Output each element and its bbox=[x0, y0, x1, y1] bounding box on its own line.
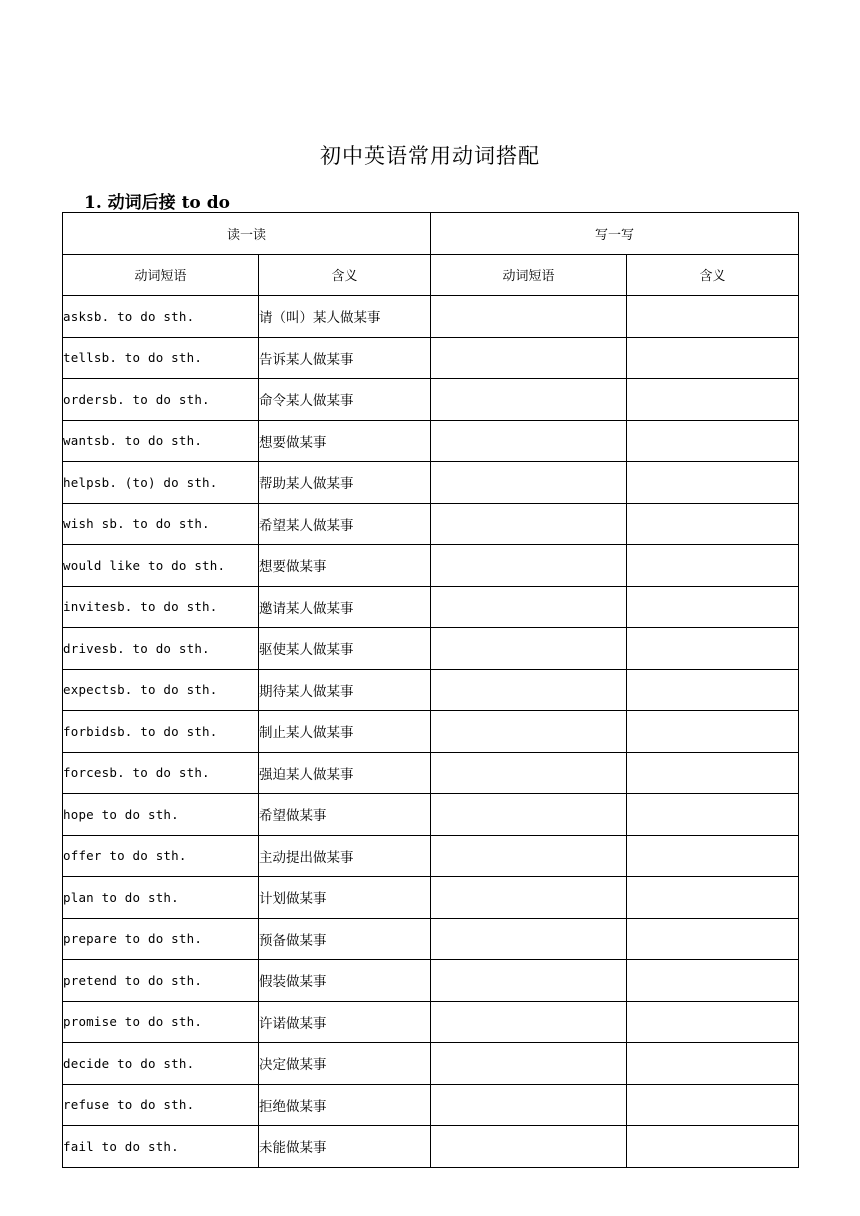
column-header-write-meaning: 含义 bbox=[627, 254, 799, 296]
table-row bbox=[63, 960, 799, 1002]
meaning-cell: 邀请某人做某事 bbox=[259, 586, 431, 628]
table-row bbox=[63, 628, 799, 670]
meaning-cell: 希望某人做某事 bbox=[259, 503, 431, 545]
table-row bbox=[63, 296, 799, 338]
write-meaning-blank-cell[interactable] bbox=[627, 752, 799, 794]
table-row bbox=[63, 1043, 799, 1085]
verb-phrase-cell: promise to do sth. bbox=[63, 1001, 259, 1043]
table-row bbox=[63, 1001, 799, 1043]
verb-phrase-cell: prepare to do sth. bbox=[63, 918, 259, 960]
table-row bbox=[63, 918, 799, 960]
verb-phrase-cell: decide to do sth. bbox=[63, 1043, 259, 1085]
table-row bbox=[63, 835, 799, 877]
verb-phrase-cell: pretend to do sth. bbox=[63, 960, 259, 1002]
meaning-cell: 制止某人做某事 bbox=[259, 711, 431, 753]
write-meaning-blank-cell[interactable] bbox=[627, 462, 799, 504]
verb-phrase-table bbox=[62, 212, 799, 1168]
table-row bbox=[63, 877, 799, 919]
write-meaning-blank-cell[interactable] bbox=[627, 586, 799, 628]
write-phrase-blank-cell[interactable] bbox=[431, 503, 627, 545]
verb-phrase-cell: wantsb. to do sth. bbox=[63, 420, 259, 462]
verb-phrase-cell: invitesb. to do sth. bbox=[63, 586, 259, 628]
meaning-cell: 期待某人做某事 bbox=[259, 669, 431, 711]
write-meaning-blank-cell[interactable] bbox=[627, 545, 799, 587]
write-phrase-blank-cell[interactable] bbox=[431, 1001, 627, 1043]
meaning-cell: 预备做某事 bbox=[259, 918, 431, 960]
write-meaning-blank-cell[interactable] bbox=[627, 296, 799, 338]
meaning-cell: 命令某人做某事 bbox=[259, 379, 431, 421]
verb-phrase-cell: wish sb. to do sth. bbox=[63, 503, 259, 545]
verb-phrase-cell: ordersb. to do sth. bbox=[63, 379, 259, 421]
read-group-header: 读一读 bbox=[63, 213, 431, 255]
verb-phrase-cell: tellsb. to do sth. bbox=[63, 337, 259, 379]
write-group-header: 写一写 bbox=[431, 213, 799, 255]
write-meaning-blank-cell[interactable] bbox=[627, 628, 799, 670]
verb-phrase-cell: forcesb. to do sth. bbox=[63, 752, 259, 794]
table-row bbox=[63, 711, 799, 753]
write-meaning-blank-cell[interactable] bbox=[627, 794, 799, 836]
verb-phrase-cell: forbidsb. to do sth. bbox=[63, 711, 259, 753]
verb-phrase-cell: plan to do sth. bbox=[63, 877, 259, 919]
verb-phrase-cell: refuse to do sth. bbox=[63, 1084, 259, 1126]
table-row bbox=[63, 1126, 799, 1168]
write-meaning-blank-cell[interactable] bbox=[627, 1084, 799, 1126]
write-meaning-blank-cell[interactable] bbox=[627, 337, 799, 379]
meaning-cell: 假装做某事 bbox=[259, 960, 431, 1002]
write-meaning-blank-cell[interactable] bbox=[627, 1126, 799, 1168]
verb-phrase-cell: hope to do sth. bbox=[63, 794, 259, 836]
meaning-cell: 希望做某事 bbox=[259, 794, 431, 836]
table-row bbox=[63, 545, 799, 587]
verb-phrase-cell: helpsb. (to) do sth. bbox=[63, 462, 259, 504]
write-phrase-blank-cell[interactable] bbox=[431, 628, 627, 670]
table-row bbox=[63, 752, 799, 794]
write-phrase-blank-cell[interactable] bbox=[431, 296, 627, 338]
write-phrase-blank-cell[interactable] bbox=[431, 877, 627, 919]
section-heading: 1. 动词后接 to do bbox=[84, 193, 230, 213]
write-phrase-blank-cell[interactable] bbox=[431, 794, 627, 836]
write-phrase-blank-cell[interactable] bbox=[431, 420, 627, 462]
table-body bbox=[63, 296, 799, 1168]
meaning-cell: 驱使某人做某事 bbox=[259, 628, 431, 670]
meaning-cell: 想要做某事 bbox=[259, 545, 431, 587]
meaning-cell: 拒绝做某事 bbox=[259, 1084, 431, 1126]
meaning-cell: 计划做某事 bbox=[259, 877, 431, 919]
write-phrase-blank-cell[interactable] bbox=[431, 711, 627, 753]
meaning-cell: 帮助某人做某事 bbox=[259, 462, 431, 504]
write-phrase-blank-cell[interactable] bbox=[431, 1084, 627, 1126]
write-phrase-blank-cell[interactable] bbox=[431, 960, 627, 1002]
write-meaning-blank-cell[interactable] bbox=[627, 711, 799, 753]
table-row bbox=[63, 669, 799, 711]
write-meaning-blank-cell[interactable] bbox=[627, 420, 799, 462]
meaning-cell: 许诺做某事 bbox=[259, 1001, 431, 1043]
table-row bbox=[63, 794, 799, 836]
verb-phrase-cell: would like to do sth. bbox=[63, 545, 259, 587]
meaning-cell: 请（叫）某人做某事 bbox=[259, 296, 431, 338]
verb-phrase-cell: expectsb. to do sth. bbox=[63, 669, 259, 711]
write-phrase-blank-cell[interactable] bbox=[431, 918, 627, 960]
write-phrase-blank-cell[interactable] bbox=[431, 545, 627, 587]
write-phrase-blank-cell[interactable] bbox=[431, 669, 627, 711]
column-header-row bbox=[63, 254, 799, 296]
meaning-cell: 主动提出做某事 bbox=[259, 835, 431, 877]
write-phrase-blank-cell[interactable] bbox=[431, 835, 627, 877]
column-header-meaning: 含义 bbox=[259, 254, 431, 296]
write-meaning-blank-cell[interactable] bbox=[627, 379, 799, 421]
write-phrase-blank-cell[interactable] bbox=[431, 462, 627, 504]
write-meaning-blank-cell[interactable] bbox=[627, 669, 799, 711]
column-header-write-phrase: 动词短语 bbox=[431, 254, 627, 296]
write-meaning-blank-cell[interactable] bbox=[627, 1001, 799, 1043]
write-phrase-blank-cell[interactable] bbox=[431, 752, 627, 794]
verb-phrase-cell: offer to do sth. bbox=[63, 835, 259, 877]
table-row bbox=[63, 503, 799, 545]
verb-phrase-cell: drivesb. to do sth. bbox=[63, 628, 259, 670]
meaning-cell: 强迫某人做某事 bbox=[259, 752, 431, 794]
page-title: 初中英语常用动词搭配 bbox=[320, 144, 540, 168]
group-header-row bbox=[63, 213, 799, 255]
write-meaning-blank-cell[interactable] bbox=[627, 503, 799, 545]
write-phrase-blank-cell[interactable] bbox=[431, 337, 627, 379]
write-meaning-blank-cell[interactable] bbox=[627, 918, 799, 960]
meaning-cell: 决定做某事 bbox=[259, 1043, 431, 1085]
write-phrase-blank-cell[interactable] bbox=[431, 379, 627, 421]
write-meaning-blank-cell[interactable] bbox=[627, 1043, 799, 1085]
table-row bbox=[63, 462, 799, 504]
meaning-cell: 未能做某事 bbox=[259, 1126, 431, 1168]
table-row bbox=[63, 420, 799, 462]
write-phrase-blank-cell[interactable] bbox=[431, 586, 627, 628]
column-header-phrase: 动词短语 bbox=[63, 254, 259, 296]
write-meaning-blank-cell[interactable] bbox=[627, 835, 799, 877]
verb-phrase-cell: fail to do sth. bbox=[63, 1126, 259, 1168]
write-phrase-blank-cell[interactable] bbox=[431, 1043, 627, 1085]
table-row bbox=[63, 379, 799, 421]
write-meaning-blank-cell[interactable] bbox=[627, 877, 799, 919]
table-row bbox=[63, 586, 799, 628]
verb-phrase-cell: asksb. to do sth. bbox=[63, 296, 259, 338]
write-meaning-blank-cell[interactable] bbox=[627, 960, 799, 1002]
meaning-cell: 告诉某人做某事 bbox=[259, 337, 431, 379]
write-phrase-blank-cell[interactable] bbox=[431, 1126, 627, 1168]
table-row bbox=[63, 1084, 799, 1126]
table-row bbox=[63, 337, 799, 379]
meaning-cell: 想要做某事 bbox=[259, 420, 431, 462]
